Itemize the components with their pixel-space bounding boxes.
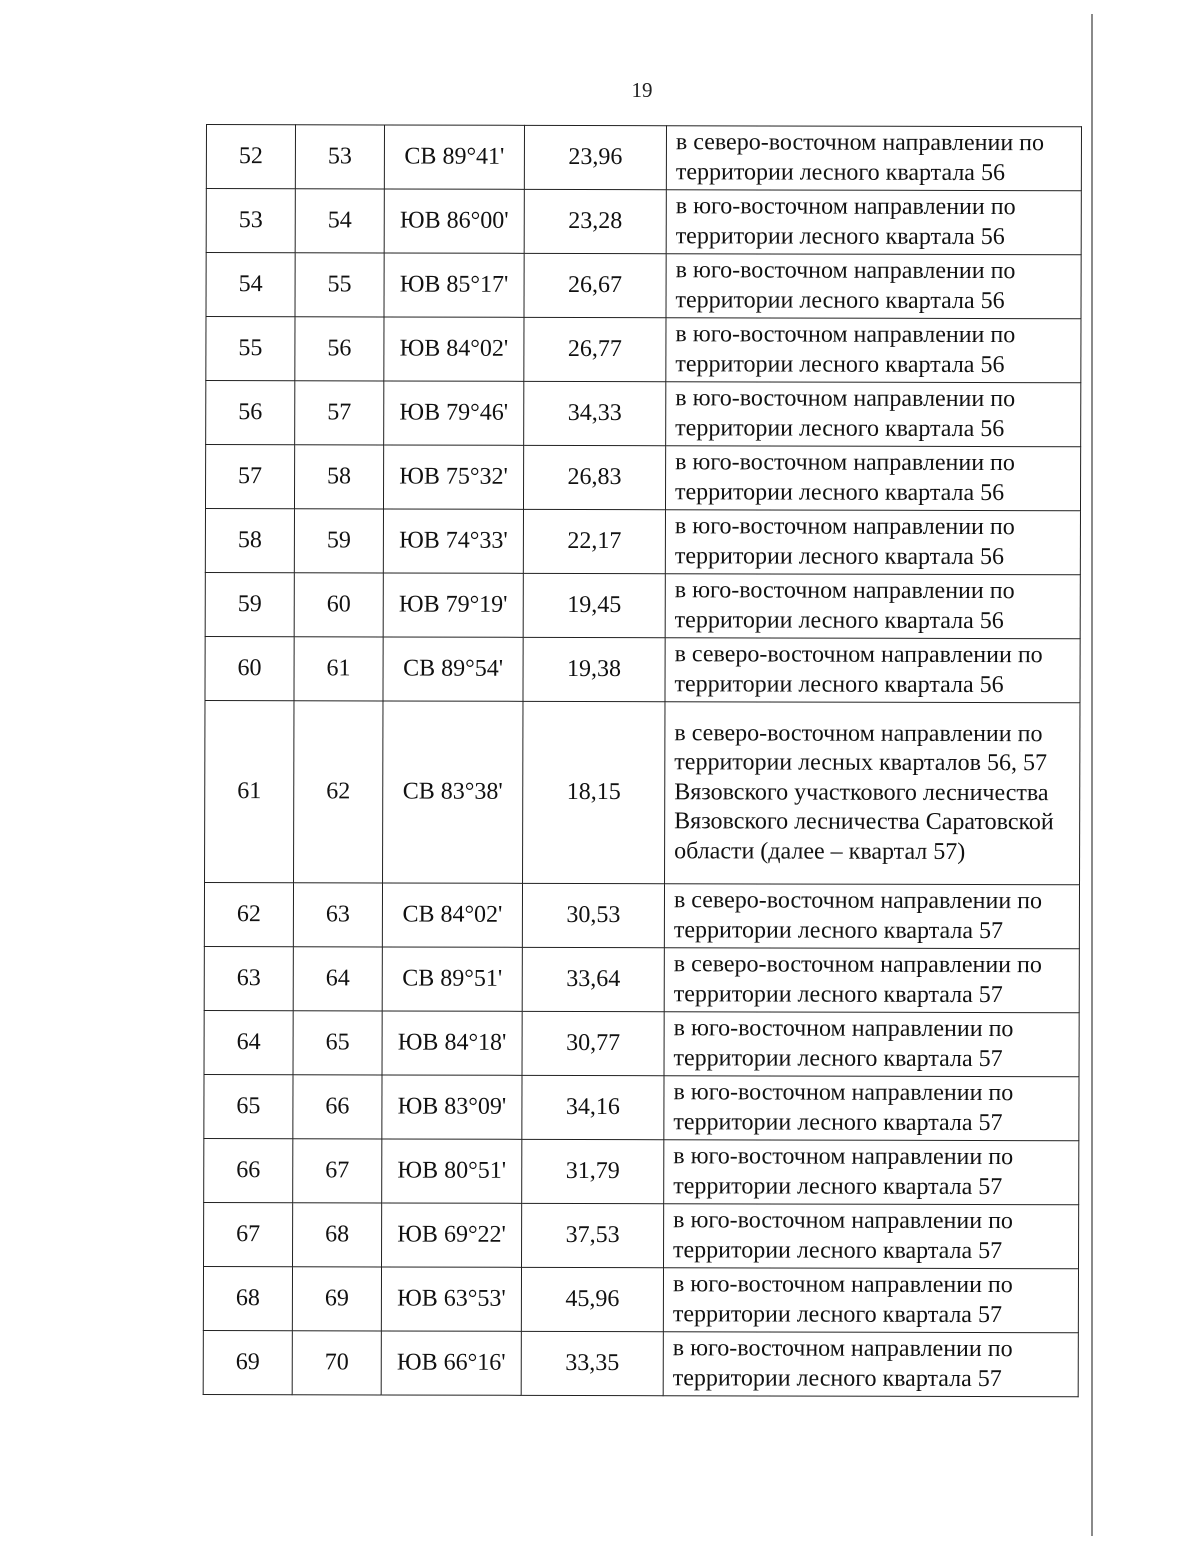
table-row [204,882,1079,948]
to-point-cell: 63 [293,883,382,947]
to-point-cell: 60 [294,573,383,637]
table-row [206,189,1081,255]
from-point-cell: 67 [204,1202,293,1266]
table-row [204,1202,1079,1268]
distance-cell: 26,67 [524,253,666,317]
description-cell: в юго-восточном направлении по территории лесного квартала 56 [665,574,1080,639]
distance-cell: 23,96 [524,125,666,189]
to-point-cell: 61 [294,637,383,701]
table-row [205,572,1080,638]
from-point-cell: 66 [204,1138,293,1202]
description-cell: в северо-восточном направлении по территории лесного квартала 56 [665,638,1080,703]
distance-cell: 22,17 [523,509,665,573]
description-cell: в северо-восточном направлении по территории лесных кварталов 56, 57 Вязовского участкового лесничества Вязовского лесничества Саратовской области (далее – квартал 57) [665,702,1080,885]
to-point-cell: 62 [294,701,383,883]
from-point-cell: 55 [206,317,295,381]
boundary-table [203,124,1082,1397]
table-row [206,317,1081,383]
table-row [205,636,1080,702]
distance-cell: 45,96 [521,1267,663,1331]
description-cell: в юго-восточном направлении по территории лесного квартала 57 [664,1140,1079,1205]
distance-cell: 23,28 [524,189,666,253]
description-cell: в юго-восточном направлении по территории лесного квартала 57 [663,1268,1078,1333]
bearing-cell: ЮВ 75°32' [383,445,523,509]
from-point-cell: 64 [204,1010,293,1074]
scan-edge-line [1091,14,1093,1536]
from-point-cell: 56 [206,381,295,445]
description-cell: в юго-восточном направлении по территории лесного квартала 57 [664,1012,1079,1077]
description-cell: в юго-восточном направлении по территории лесного квартала 57 [664,1204,1079,1269]
to-point-cell: 70 [292,1331,381,1395]
distance-cell: 19,38 [523,637,665,701]
distance-cell: 26,83 [523,445,665,509]
distance-cell: 33,64 [522,947,664,1011]
table-row [204,1138,1079,1204]
table-row [206,381,1081,447]
distance-cell: 31,79 [522,1139,664,1203]
table-row [204,946,1079,1012]
description-cell: в северо-восточном направлении по территории лесного квартала 56 [666,126,1081,191]
bearing-cell: ЮВ 86°00' [384,189,524,253]
bearing-cell: ЮВ 69°22' [382,1203,522,1267]
description-cell: в юго-восточном направлении по территории лесного квартала 56 [665,446,1080,511]
bearing-cell: ЮВ 83°09' [382,1075,522,1139]
description-cell: в юго-восточном направлении по территории лесного квартала 56 [666,190,1081,255]
to-point-cell: 57 [295,381,384,445]
from-point-cell: 61 [205,700,294,882]
table-row [204,1074,1079,1140]
from-point-cell: 68 [203,1266,292,1330]
boundary-table-body [203,125,1081,1397]
bearing-cell: ЮВ 79°46' [384,381,524,445]
from-point-cell: 58 [205,509,294,573]
description-cell: в юго-восточном направлении по территории лесного квартала 56 [666,318,1081,383]
table-row [205,445,1080,511]
distance-cell: 26,77 [524,317,666,381]
to-point-cell: 56 [295,317,384,381]
from-point-cell: 60 [205,636,294,700]
bearing-cell: СВ 83°38' [383,701,523,883]
to-point-cell: 65 [293,1011,382,1075]
to-point-cell: 53 [295,125,384,189]
description-cell: в юго-восточном направлении по территории лесного квартала 57 [664,1076,1079,1141]
to-point-cell: 55 [295,253,384,317]
from-point-cell: 57 [205,445,294,509]
bearing-cell: ЮВ 79°19' [383,573,523,637]
distance-cell: 19,45 [523,573,665,637]
bearing-cell: СВ 89°41' [384,125,524,189]
from-point-cell: 59 [205,572,294,636]
from-point-cell: 62 [204,882,293,946]
bearing-cell: ЮВ 63°53' [381,1267,521,1331]
table-row [203,1330,1078,1396]
description-cell: в юго-восточном направлении по территории лесного квартала 56 [666,382,1081,447]
bearing-cell: СВ 84°02' [382,883,522,947]
to-point-cell: 68 [293,1203,382,1267]
description-cell: в северо-восточном направлении по территории лесного квартала 57 [664,948,1079,1013]
from-point-cell: 65 [204,1074,293,1138]
to-point-cell: 54 [295,189,384,253]
to-point-cell: 67 [293,1139,382,1203]
to-point-cell: 58 [294,445,383,509]
description-cell: в юго-восточном направлении по территории лесного квартала 56 [666,254,1081,319]
description-cell: в юго-восточном направлении по территории лесного квартала 56 [665,510,1080,575]
to-point-cell: 66 [293,1075,382,1139]
table-row [205,509,1080,575]
bearing-cell: ЮВ 84°18' [382,1011,522,1075]
to-point-cell: 59 [294,509,383,573]
distance-cell: 30,77 [522,1011,664,1075]
bearing-cell: ЮВ 85°17' [384,253,524,317]
table-row [205,700,1080,884]
bearing-cell: СВ 89°54' [383,637,523,701]
table-row [203,1266,1078,1332]
bearing-cell: ЮВ 80°51' [382,1139,522,1203]
distance-cell: 30,53 [522,883,664,947]
page-number: 19 [631,78,653,102]
from-point-cell: 52 [206,125,295,189]
distance-cell: 33,35 [521,1331,663,1395]
bearing-cell: СВ 89°51' [382,947,522,1011]
from-point-cell: 54 [206,253,295,317]
table-row [204,1010,1079,1076]
description-cell: в северо-восточном направлении по территории лесного квартала 57 [664,884,1079,949]
bearing-cell: ЮВ 84°02' [384,317,524,381]
to-point-cell: 64 [293,947,382,1011]
to-point-cell: 69 [292,1267,381,1331]
description-cell: в юго-восточном направлении по территории лесного квартала 57 [663,1332,1078,1397]
from-point-cell: 69 [203,1330,292,1394]
bearing-cell: ЮВ 74°33' [383,509,523,573]
distance-cell: 37,53 [522,1203,664,1267]
from-point-cell: 53 [206,189,295,253]
bearing-cell: ЮВ 66°16' [381,1331,521,1395]
distance-cell: 18,15 [523,701,665,883]
from-point-cell: 63 [204,946,293,1010]
table-row [206,125,1081,191]
distance-cell: 34,33 [524,381,666,445]
table-row [206,253,1081,319]
distance-cell: 34,16 [522,1075,664,1139]
